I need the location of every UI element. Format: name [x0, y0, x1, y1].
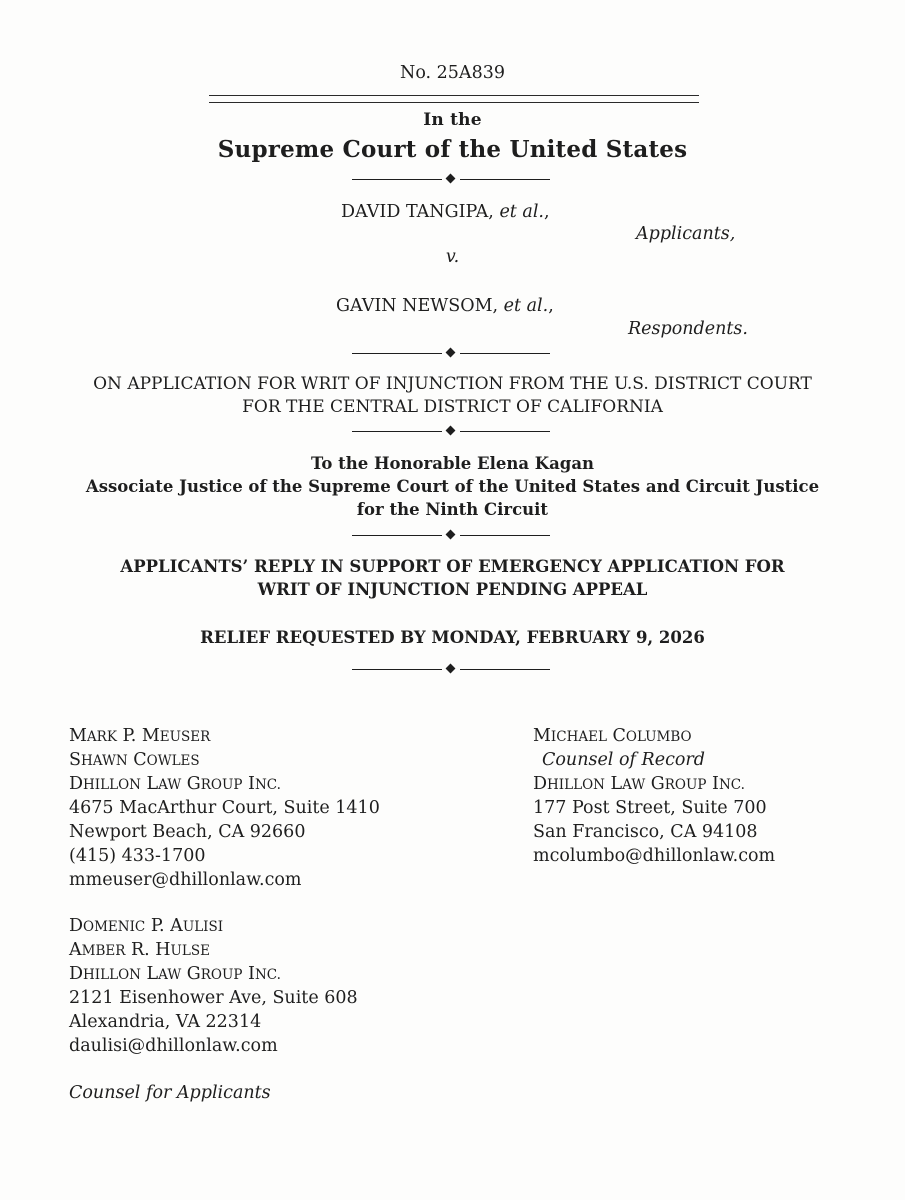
firm-name: DHILLON LAW GROUP INC.: [533, 774, 745, 794]
ornamental-divider: [352, 664, 550, 676]
addressee-line-2: Associate Justice of the Supreme Court of the United States and Circuit Justice: [85, 477, 820, 496]
applicant-suffix: ,: [544, 202, 550, 222]
applicant-name: DAVID TANGIPA,: [341, 202, 494, 222]
address-line: 4675 MacArthur Court, Suite 1410: [69, 798, 380, 818]
counsel-name: MICHAEL COLUMBO: [533, 726, 692, 746]
ornamental-divider: [352, 348, 550, 360]
email-address: daulisi@dhillonlaw.com: [69, 1036, 278, 1056]
ornamental-divider: [352, 426, 550, 438]
header-double-rule: [209, 95, 699, 103]
document-title-line-1: APPLICANTS’ REPLY IN SUPPORT OF EMERGENCY APPLICATION FOR: [120, 557, 785, 576]
address-line: 2121 Eisenhower Ave, Suite 608: [69, 988, 358, 1008]
counsel-name: MARK P. MEUSER: [69, 726, 211, 746]
email-address: mmeuser@dhillonlaw.com: [69, 870, 302, 890]
on-application-line-1: ON APPLICATION FOR WRIT OF INJUNCTION FROM THE U.S. DISTRICT COURT: [93, 374, 812, 394]
court-name: Supreme Court of the United States: [217, 136, 688, 163]
address-line: San Francisco, CA 94108: [533, 822, 758, 842]
counsel-name: DOMENIC P. AULISI: [69, 916, 224, 936]
counsel-role: Counsel of Record: [542, 750, 705, 770]
respondent-suffix: ,: [548, 296, 554, 316]
relief-requested: RELIEF REQUESTED BY MONDAY, FEBRUARY 9, 2026: [200, 628, 705, 647]
counsel-for-applicants: Counsel for Applicants: [69, 1083, 271, 1103]
ornamental-divider: [352, 174, 550, 186]
counsel-name: SHAWN COWLES: [69, 750, 200, 770]
address-line: Alexandria, VA 22314: [69, 1012, 262, 1032]
docket-number: No. 25A839: [400, 63, 505, 83]
respondent-name: GAVIN NEWSOM,: [336, 296, 499, 316]
counsel-block-left-1: [69, 724, 380, 892]
on-application-line-2: FOR THE CENTRAL DISTRICT OF CALIFORNIA: [242, 397, 663, 417]
applicant-role: Applicants,: [636, 224, 736, 244]
email-address: mcolumbo@dhillonlaw.com: [533, 846, 776, 866]
firm-name: DHILLON LAW GROUP INC.: [69, 774, 281, 794]
court-in-the: In the: [423, 110, 482, 130]
counsel-block-right: [533, 724, 775, 868]
phone-number: (415) 433-1700: [69, 846, 206, 866]
addressee-line-1: To the Honorable Elena Kagan: [310, 454, 595, 473]
ornamental-divider: [352, 530, 550, 542]
respondent-etal: et al.: [503, 296, 549, 316]
address-line: 177 Post Street, Suite 700: [533, 798, 767, 818]
applicant-line: [341, 201, 550, 224]
applicant-etal: et al.: [499, 202, 544, 222]
firm-name: DHILLON LAW GROUP INC.: [69, 964, 281, 984]
counsel-block-left-2: [69, 914, 358, 1058]
respondent-line: [336, 295, 554, 318]
counsel-name: AMBER R. HULSE: [69, 940, 210, 960]
address-line: Newport Beach, CA 92660: [69, 822, 306, 842]
versus: v.: [445, 247, 460, 267]
document-title-line-2: WRIT OF INJUNCTION PENDING APPEAL: [257, 580, 648, 599]
respondent-role: Respondents.: [628, 319, 748, 339]
addressee-line-3: for the Ninth Circuit: [356, 500, 549, 519]
